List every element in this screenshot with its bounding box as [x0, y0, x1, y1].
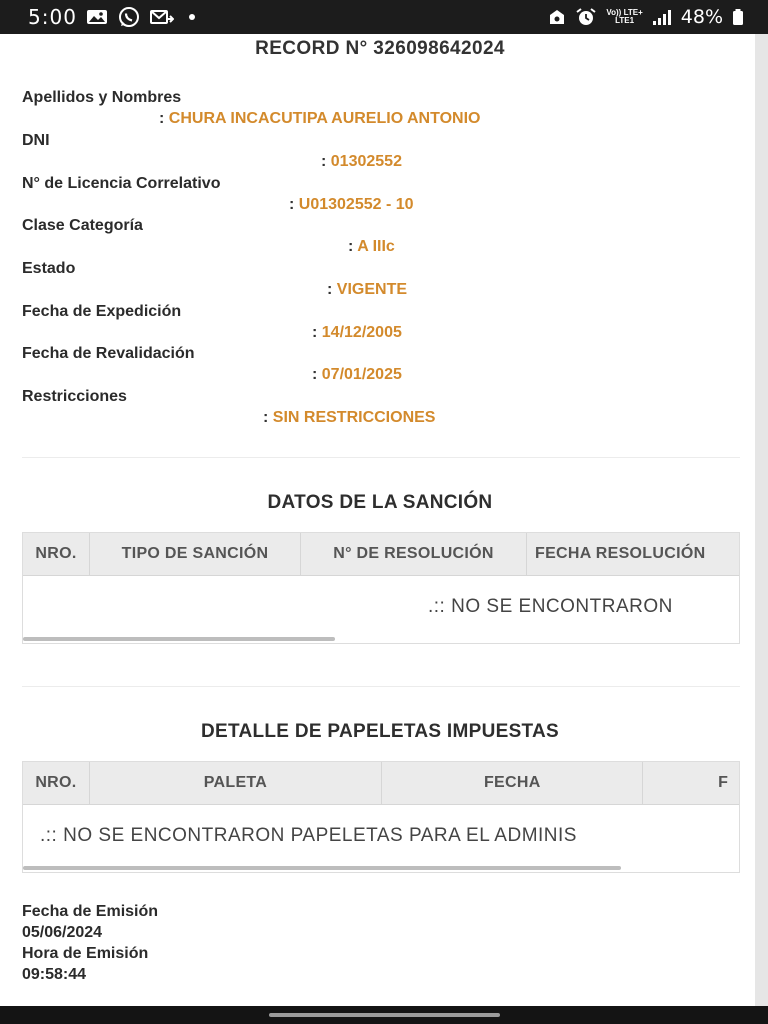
licencia-value: U01302552 - 10	[298, 196, 414, 213]
field-value-estado	[327, 281, 407, 299]
papeletas-scrollbar[interactable]	[23, 866, 621, 870]
field-value-revalidacion	[312, 366, 402, 384]
home-gesture-handle[interactable]	[269, 1013, 500, 1017]
battery-percent: 48%	[680, 6, 723, 28]
colon: :	[312, 366, 318, 383]
estado-value: VIGENTE	[336, 281, 408, 298]
nombres-value: CHURA INCACUTIPA AURELIO ANTONIO	[168, 110, 481, 127]
field-label-clase: Clase Categoría	[22, 217, 143, 234]
colon: :	[312, 324, 318, 341]
colon: :	[327, 281, 333, 298]
sancion-title: DATOS DE LA SANCIÓN	[267, 492, 493, 513]
notification-dot-icon	[189, 14, 195, 20]
scroll-rail	[755, 34, 768, 1006]
fecha-emision-value: 05/06/2024	[22, 924, 103, 941]
hora-emision-label: Hora de Emisión	[22, 945, 149, 962]
restricciones-value: SIN RESTRICCIONES	[272, 409, 436, 426]
hotspot-icon	[548, 8, 566, 26]
field-value-clase	[348, 238, 395, 256]
record-title: RECORD N° 326098642024	[255, 38, 505, 59]
field-label-revalidacion: Fecha de Revalidación	[22, 345, 195, 362]
papeletas-col-f: F	[718, 774, 729, 791]
network-top-label: Vo)) LTE+	[606, 8, 643, 17]
clase-value: A IIIc	[357, 238, 395, 255]
sancion-col-fecha: FECHA RESOLUCIÓN	[535, 545, 706, 562]
gallery-icon	[86, 8, 108, 26]
papeletas-table[interactable]	[22, 761, 740, 873]
papeletas-table-header	[23, 762, 740, 805]
field-value-nombres	[159, 110, 480, 128]
whatsapp-icon	[117, 6, 141, 28]
divider	[22, 686, 740, 687]
signal-icon	[652, 9, 672, 25]
dni-value: 01302552	[330, 153, 402, 170]
colon: :	[289, 196, 295, 213]
field-value-licencia	[289, 196, 414, 214]
sancion-table[interactable]	[22, 532, 740, 644]
field-label-estado: Estado	[22, 260, 76, 277]
sancion-col-resolucion: N° DE RESOLUCIÓN	[301, 533, 527, 575]
status-bar	[0, 0, 768, 34]
expedicion-value: 14/12/2005	[321, 324, 402, 341]
papeletas-empty-message: .:: NO SE ENCONTRARON PAPELETAS PARA EL ADMINIS	[40, 825, 577, 846]
papeletas-col-nro: NRO.	[23, 762, 90, 804]
sancion-col-nro: NRO.	[23, 533, 90, 575]
field-label-restricciones: Restricciones	[22, 388, 127, 405]
papeletas-col-paleta: PALETA	[90, 762, 382, 804]
sancion-col-tipo: TIPO DE SANCIÓN	[90, 533, 301, 575]
field-label-expedicion: Fecha de Expedición	[22, 303, 182, 320]
network-bottom-label: LTE1	[615, 16, 635, 25]
field-value-expedicion	[312, 324, 402, 342]
battery-icon	[732, 8, 744, 26]
field-value-restricciones	[263, 409, 435, 427]
papeletas-col-fecha: FECHA	[382, 762, 643, 804]
papeletas-title: DETALLE DE PAPELETAS IMPUESTAS	[200, 721, 560, 742]
record-page	[0, 34, 755, 1006]
clock: 5:00	[28, 5, 77, 29]
fecha-emision-label: Fecha de Emisión	[22, 903, 159, 920]
colon: :	[159, 110, 165, 127]
field-value-dni	[321, 153, 402, 171]
field-label-nombres: Apellidos y Nombres	[22, 89, 182, 106]
status-bar-left	[28, 5, 195, 29]
volte-indicator	[606, 9, 642, 25]
hora-emision-value: 09:58:44	[22, 966, 87, 983]
field-label-licencia: N° de Licencia Correlativo	[22, 175, 221, 192]
colon: :	[321, 153, 327, 170]
status-bar-right	[548, 6, 744, 28]
alarm-icon	[575, 7, 597, 27]
sancion-table-header	[23, 533, 740, 576]
sancion-empty-message: .:: NO SE ENCONTRARON	[428, 596, 673, 617]
colon: :	[348, 238, 354, 255]
revalidacion-value: 07/01/2025	[321, 366, 402, 383]
colon: :	[263, 409, 269, 426]
message-icon	[150, 8, 174, 26]
divider	[22, 457, 740, 458]
sancion-scrollbar[interactable]	[23, 637, 335, 641]
field-label-dni: DNI	[22, 132, 50, 149]
